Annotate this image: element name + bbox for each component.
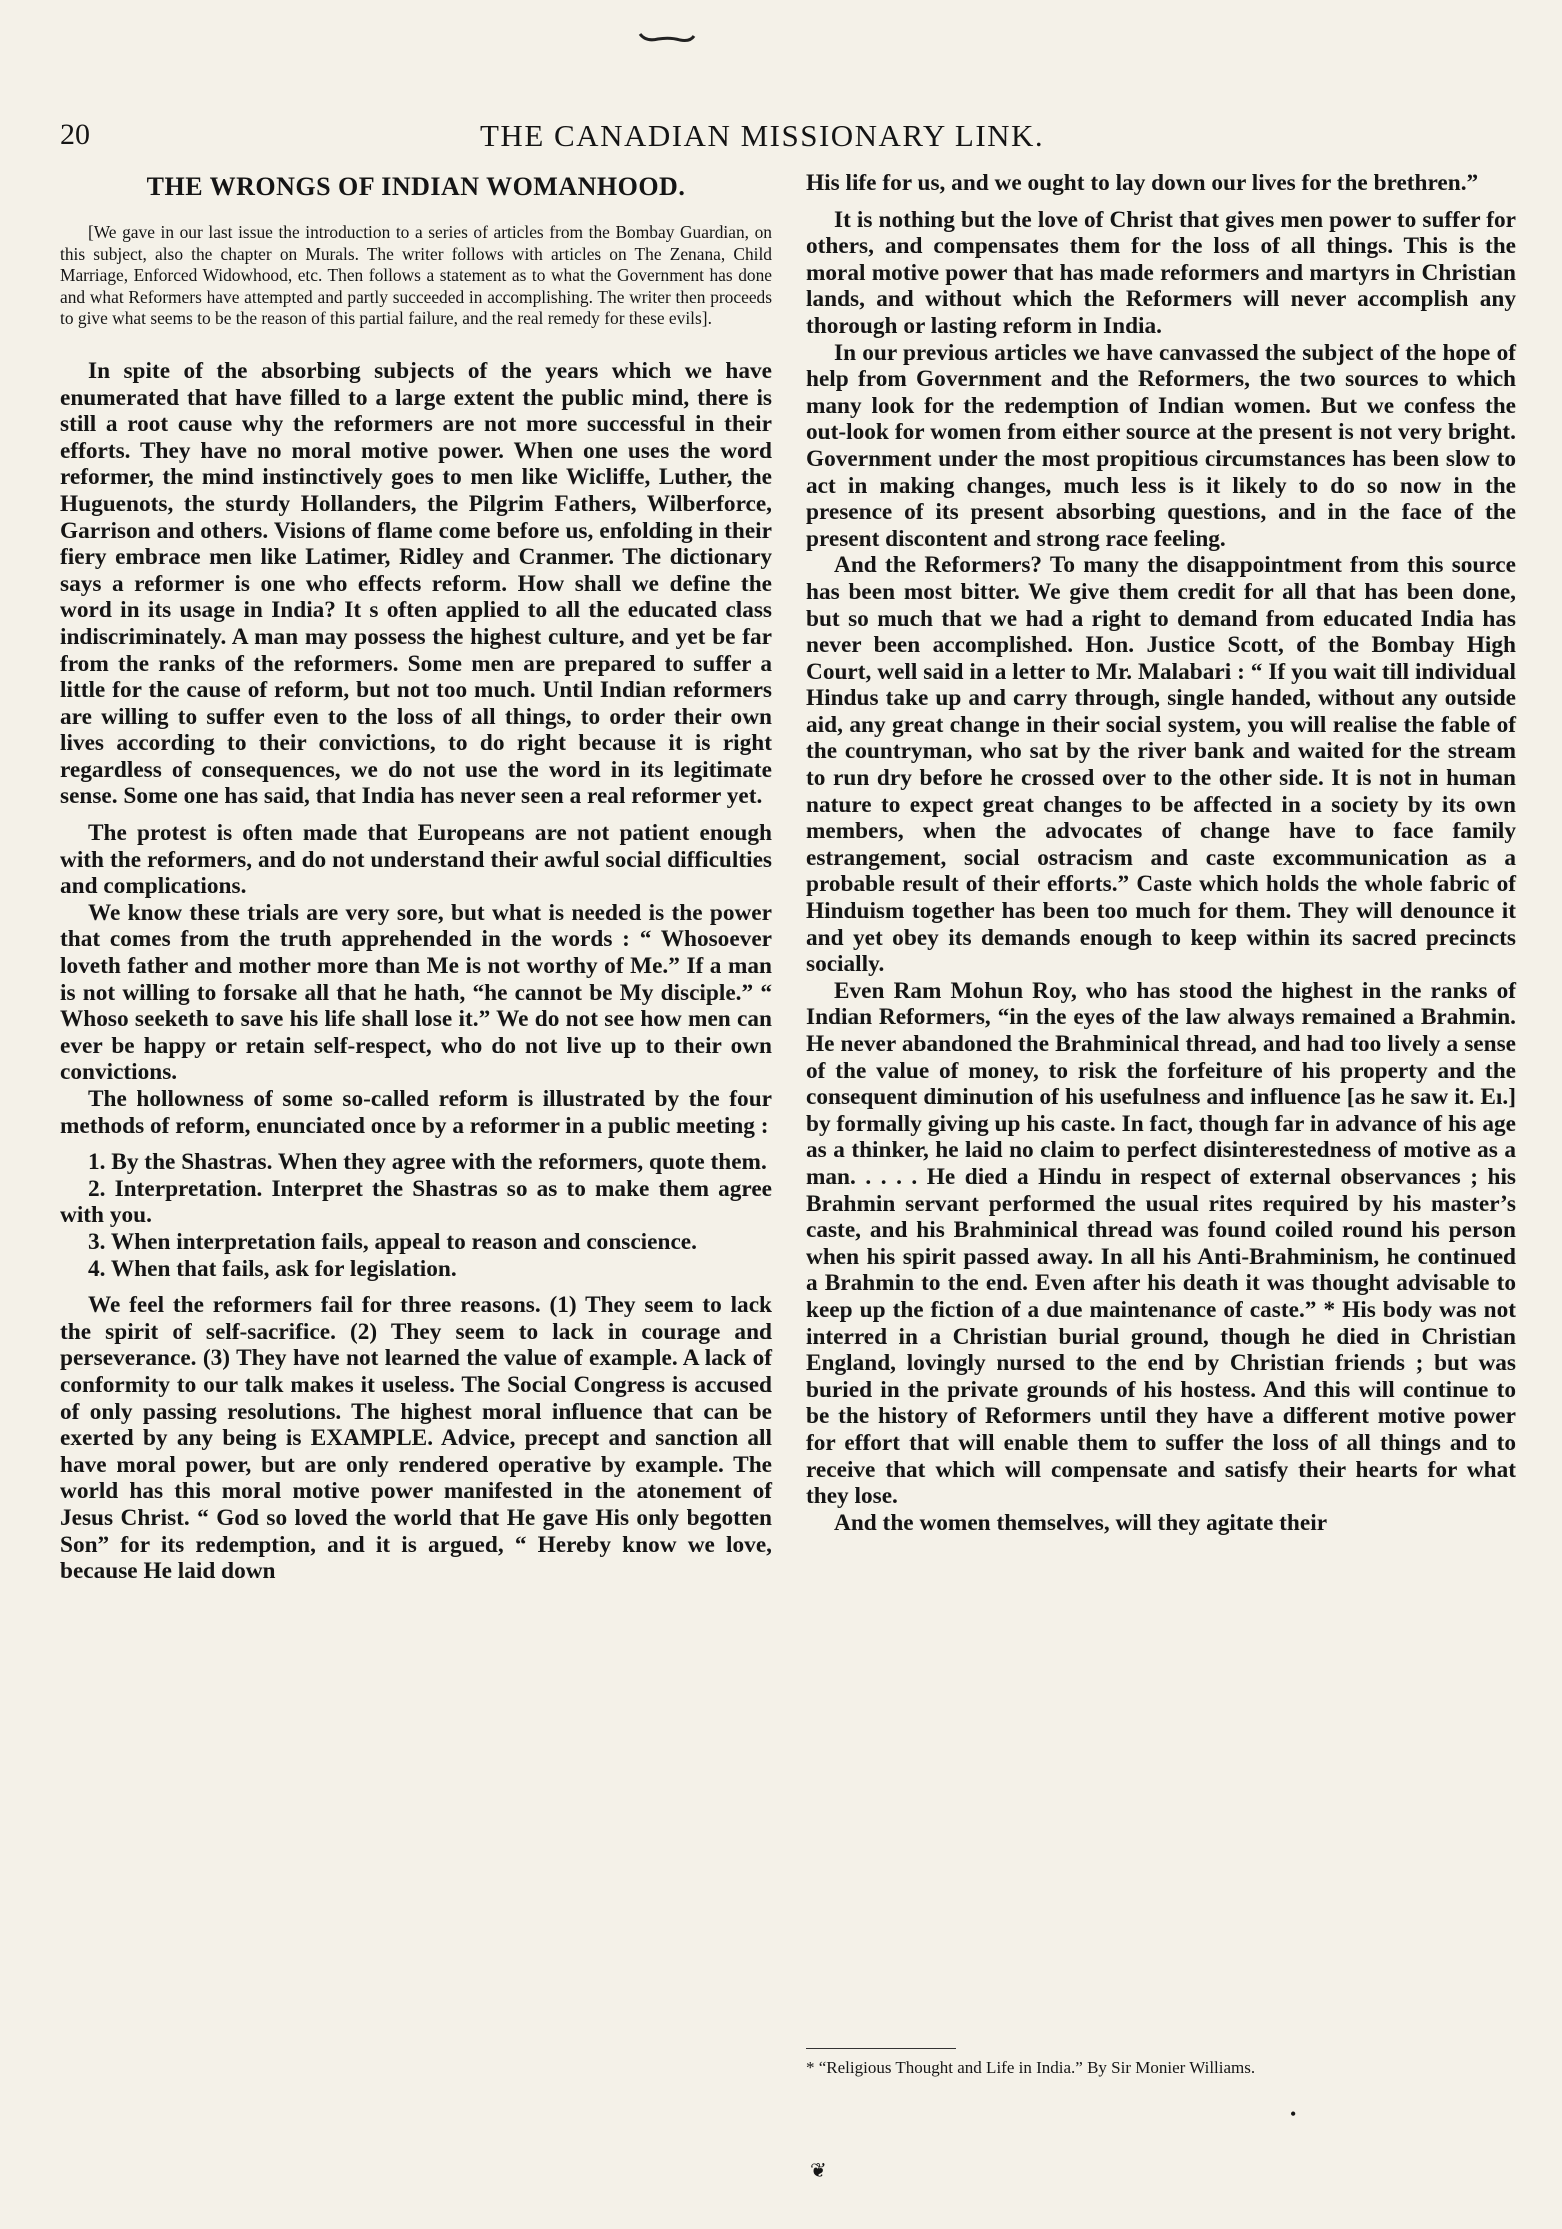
right-column bbox=[806, 170, 1516, 1536]
list-item: 1. By the Shastras. When they agree with the reformers, quote them. bbox=[88, 1149, 767, 1176]
body-paragraph: And the Reformers? To many the disappointment from this source has been most bitter. We give them credit for all that has been done, but so much that we had a right to demand from educated India has never been accomplished. Hon. Justice Scott, of the Bombay High Court, well said in a letter to Mr. Malabari : “ If you wait till individual Hindus take up and carry through, single handed, without any outside aid, any great change in their social system, you will realise the fable of the countryman, who sat by the river bank and waited for the stream to run dry before he crossed over to the other side. It is not in human nature to expect great changes to be affected in a society by its own members, when the advocates of change have to face family estrangement, social ostracism and caste excommunication as a probable result of their efforts.” Caste which holds the whole fabric of Hinduism together has been too much for them. They will denounce it and yet obey its demands enough to keep within its sacred precincts socially. bbox=[806, 552, 1516, 978]
body-paragraph: In our previous articles we have canvassed the subject of the hope of help from Government and the Reformers, the two sources to which many look for the redemption of Indian women. But we confess the out-look for women from either source at the present is not very bright. Government under the most propitious circumstances has been slow to act in making changes, much less is it likely to do so now in the presence of its present absorbing questions, and in the face of the present discontent and strong race feeling. bbox=[806, 339, 1516, 552]
body-paragraph: In spite of the absorbing subjects of the years which we have enumerated that have filled to a large extent the public mind, there is still a root cause why the reformers are not more successful in their efforts. They have no moral motive power. When one uses the word reformer, the mind instinctively goes to men like Wicliffe, Luther, the Huguenots, the sturdy Hollanders, the Pilgrim Fathers, Wilberforce, Garrison and others. Visions of flame come before us, enfolding in their fiery embrace men like Latimer, Ridley and Cranmer. The dictionary says a reformer is one who effects reform. How shall we define the word in its usage in India? It s often applied to all the educated class indiscriminately. A man may possess the highest culture, and yet be far from the ranks of the reformers. Some men are prepared to suffer a little for the cause of reform, but not too much. Until Indian reformers are willing to suffer even to the loss of all things, to order their own lives according to their convictions, to do right because it is right regardless of consequences, we do not use the word in its legitimate sense. Some one has said, that India has never seen a real reformer yet. bbox=[60, 357, 772, 810]
methods-list bbox=[60, 1149, 772, 1282]
body-paragraph: His life for us, and we ought to lay down our lives for the brethren.” bbox=[806, 170, 1479, 196]
footnote: * “Religious Thought and Life in India.” By Sir Monier Williams. bbox=[806, 2058, 1256, 2077]
body-paragraph: The hollowness of some so-called reform is illustrated by the four methods of reform, enunciated once by a reformer in a public meeting : bbox=[60, 1086, 772, 1139]
list-item: 3. When interpretation fails, appeal to reason and conscience. bbox=[88, 1228, 697, 1255]
left-column bbox=[60, 170, 772, 1585]
body-paragraph: The protest is often made that Europeans are not patient enough with the reformers, and do not understand their awful social difficulties and complications. bbox=[60, 820, 772, 900]
editorial-intro bbox=[60, 222, 772, 330]
footnote-rule bbox=[806, 2048, 956, 2049]
stray-mark: • bbox=[1290, 2104, 1297, 2124]
body-paragraph: It is nothing but the love of Christ that gives men power to suffer for others, and compensates them for the loss of all things. This is the moral motive power that has made reformers and martyrs in Christian lands, and without which the Reformers will never accomplish any thorough or lasting reform in India. bbox=[806, 206, 1516, 339]
printer-mark-icon: ❦ bbox=[810, 2160, 827, 2182]
body-paragraph: Even Ram Mohun Roy, who has stood the highest in the ranks of Indian Reformers, “in the eyes of the law always remained a Brahmin. He never abandoned the Brahminical thread, and had too lively a sense of the value of money, to risk the forfeiture of his property and the consequent diminution of his usefulness and influence [as he saw it. Eı.] by formally giving up his caste. In fact, though far in advance of his age as a thinker, he laid no claim to perfect disinterestedness of motive as a man. . . . . He died a Hindu in respect of external observances ; his Brahmin servant performed the usual rites required by his master’s caste, and his Brahminical thread was found coiled round his person when his spirit passed away. In all his Anti-Brahminism, he continued a Brahmin to the end. Even after his death it was thought advisable to keep up the fiction of a due maintenance of caste.” * His body was not interred in a Christian burial ground, though he died in Christian England, lovingly nursed to the end by Christian friends ; but was buried in the private grounds of his hostess. And this will continue to be the history of Reformers until they have a different motive power for effort that will enable them to suffer the loss of all things and to receive that which will compensate and satisfy their hearts for what they lose. bbox=[806, 977, 1516, 1510]
intro-text: [We gave in our last issue the introduction to a series of articles from the Bombay Guardian, on this subject, also the chapter on Murals. The writer follows with articles on The Zenana, Child Marriage, Enforced Widowhood, etc. Then follows a statement as to what the Government has done and what Reformers have attempted and partly succeeded in accomplishing. The writer then proceeds to give what seems to be the reason of this partial failure, and the real remedy for these evils]. bbox=[60, 222, 772, 329]
body-paragraph: We know these trials are very sore, but what is needed is the power that comes from the truth apprehended in the words : “ Whosoever loveth father and mother more than Me is not worthy of Me.” If a man is not willing to forsake all that he hath, “he cannot be My disciple.” “ Whoso seeketh to save his life shall lose it.” We do not see how men can ever be happy or retain self-respect, who do not live up to their own convictions. bbox=[60, 899, 772, 1086]
ornament-icon bbox=[636, 30, 698, 46]
body-paragraph: And the women themselves, will they agitate their bbox=[834, 1509, 1328, 1536]
list-item: 2. Interpretation. Interpret the Shastras so as to make them agree with you. bbox=[60, 1175, 772, 1229]
running-header: THE CANADIAN MISSIONARY LINK. bbox=[480, 118, 1045, 153]
article-title: THE WRONGS OF INDIAN WOMANHOOD. bbox=[146, 172, 686, 201]
page-number: 20 bbox=[60, 118, 90, 151]
list-item: 4. When that fails, ask for legislation. bbox=[88, 1255, 457, 1282]
body-paragraph: We feel the reformers fail for three reasons. (1) They seem to lack the spirit of self-sacrifice. (2) They seem to lack in courage and perseverance. (3) They have not learned the value of example. A lack of conformity to our talk makes it useless. The Social Congress is accused of only passing resolutions. The highest moral influence that can be exerted by any being is EXAMPLE. Advice, precept and sanction all have moral power, but are only rendered operative by example. The world has this moral motive power manifested in the atonement of Jesus Christ. “ God so loved the world that He gave His only begotten Son” for its redemption, and it is argued, “ Hereby know we love, because He laid down bbox=[60, 1292, 772, 1585]
